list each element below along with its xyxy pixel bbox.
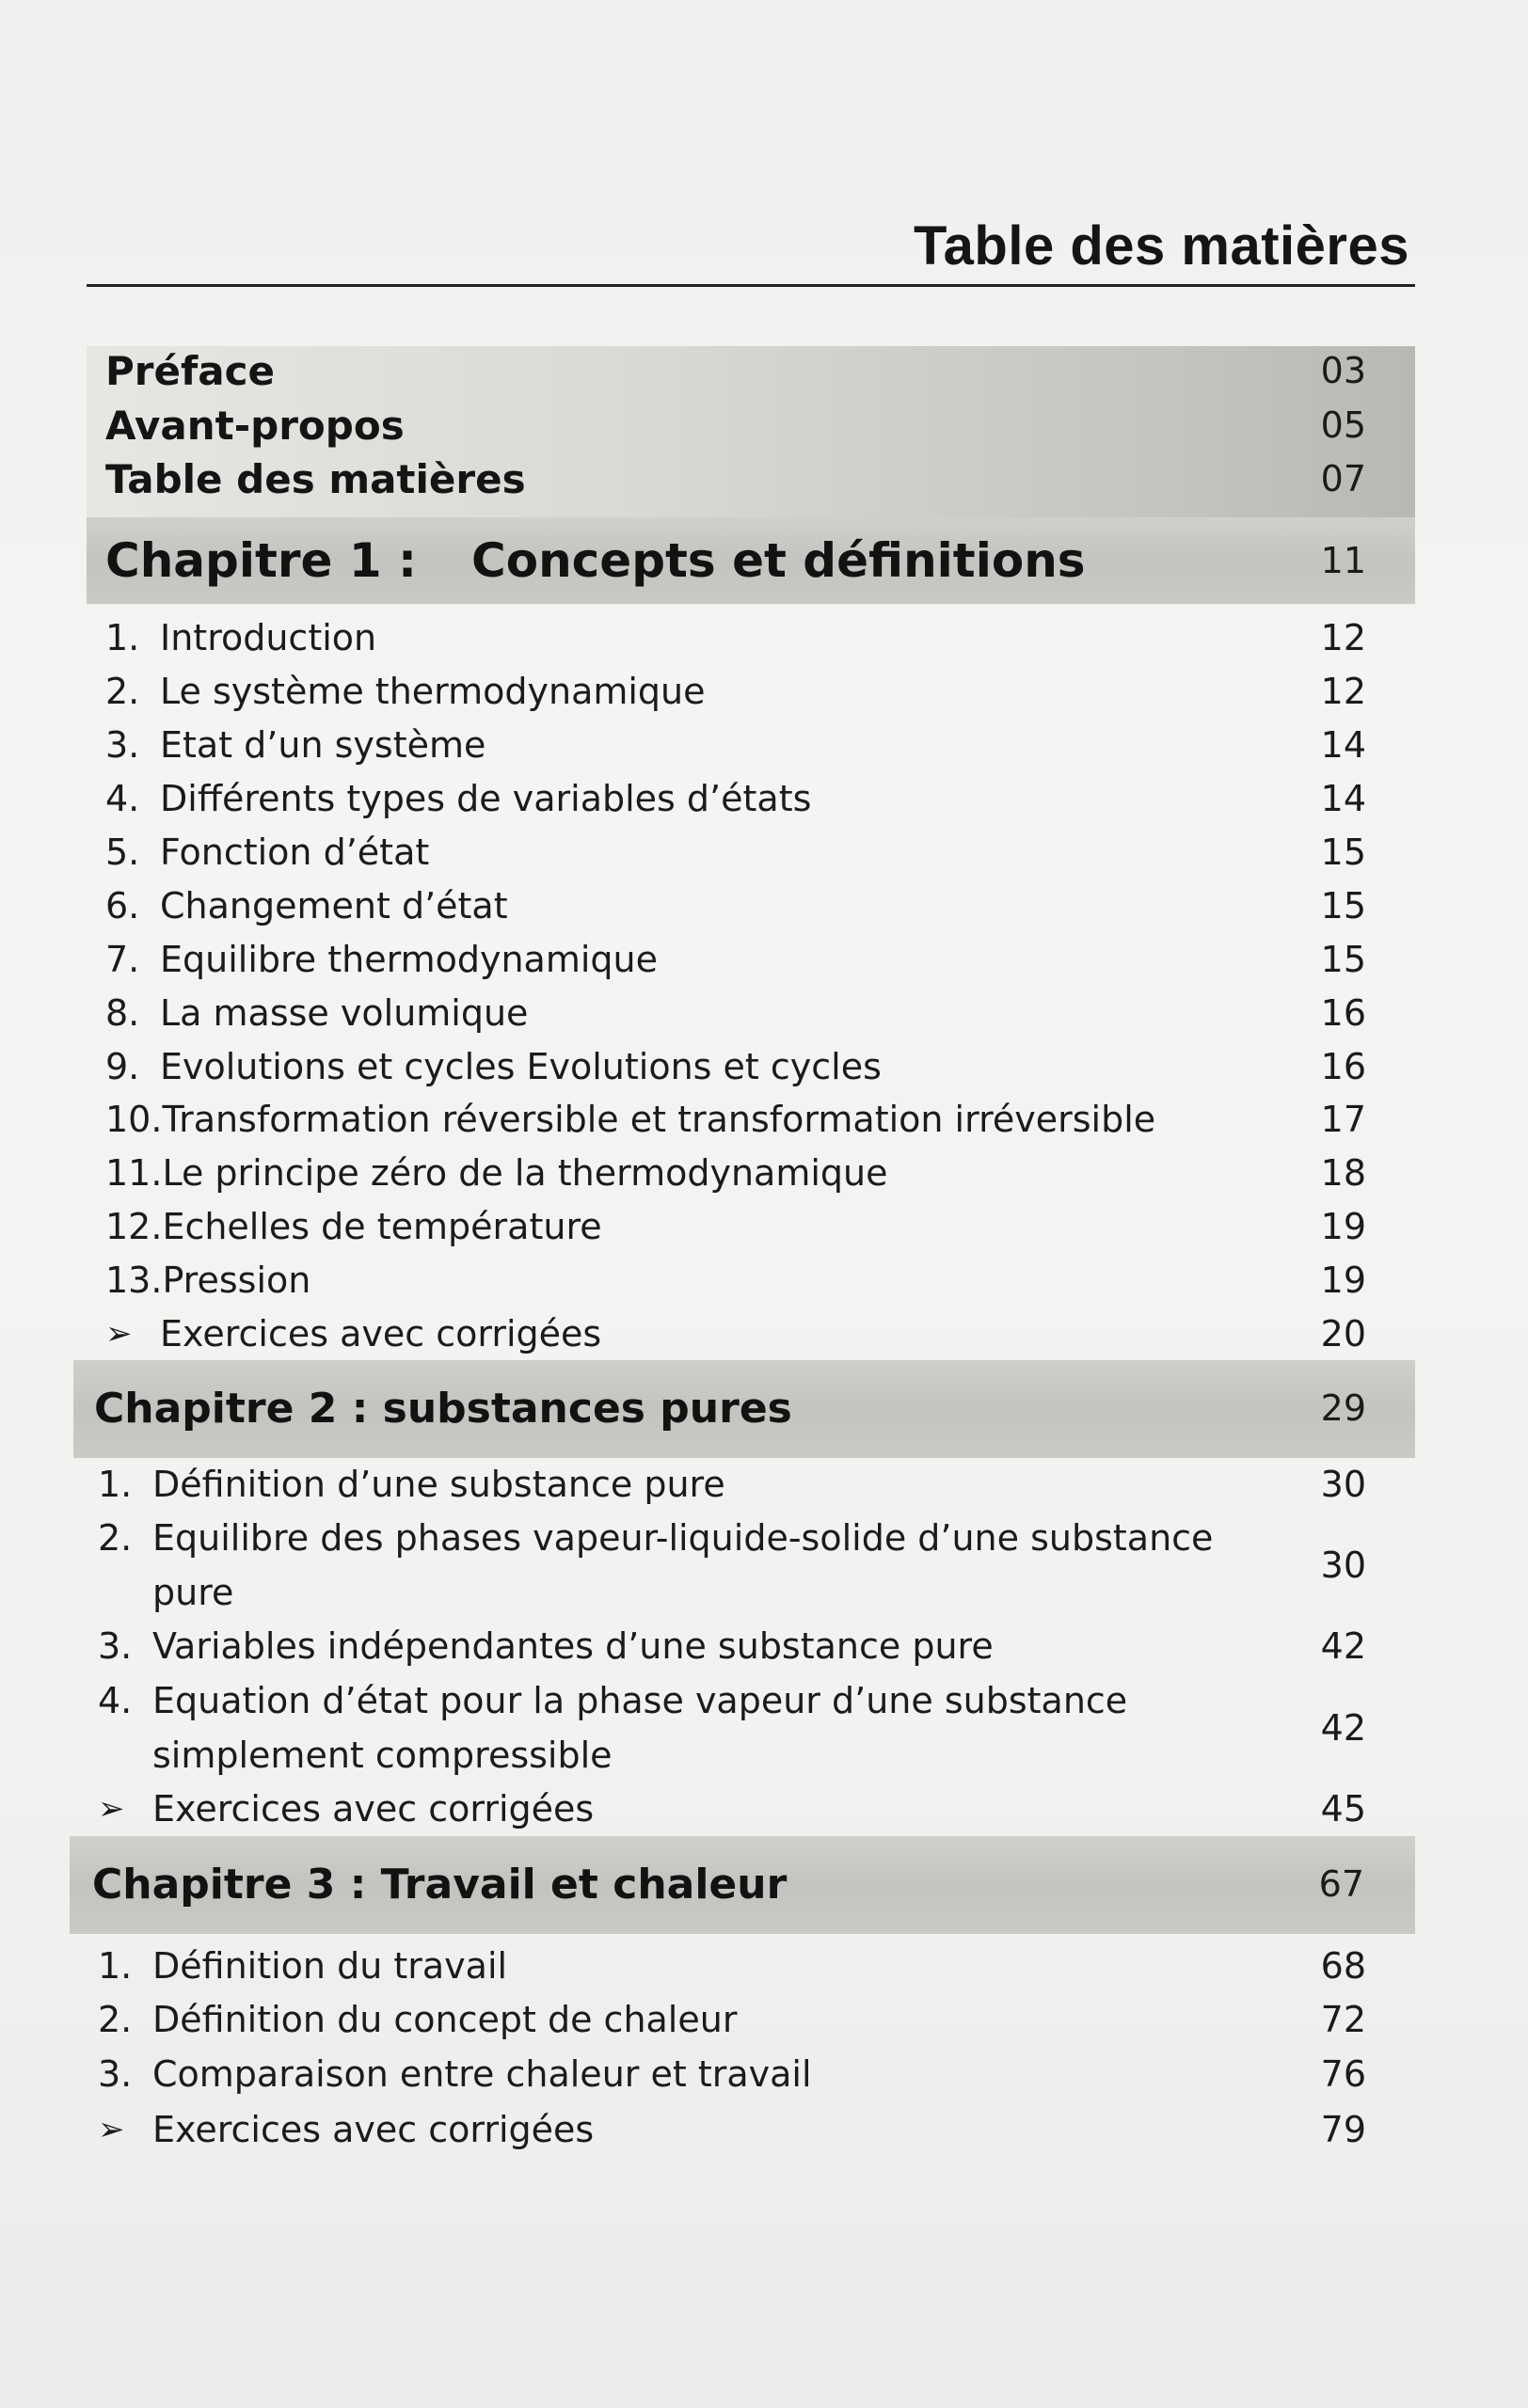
chapter-1-page: 11 [1320, 540, 1366, 581]
item-page: 20 [1320, 1313, 1366, 1354]
toc-entry-page: 05 [1320, 404, 1366, 446]
item-page: 15 [1320, 885, 1366, 927]
toc-item[interactable] [105, 933, 1366, 986]
toc-item-multiline[interactable] [98, 1511, 1366, 1620]
item-number: 3. [98, 1625, 133, 1667]
item-page: 45 [1320, 1788, 1366, 1830]
item-number: 3. [98, 2053, 133, 2095]
item-number: 7. [105, 939, 140, 980]
item-page: 19 [1320, 1206, 1366, 1247]
arrow-bullet-icon: ➢ [105, 1315, 133, 1353]
toc-item[interactable] [105, 1093, 1366, 1146]
item-label: Pression [162, 1259, 311, 1301]
toc-item[interactable] [105, 772, 1366, 825]
item-label: Etat d’un système [160, 724, 486, 766]
toc-entry-page: 07 [1320, 458, 1366, 499]
item-label: Définition du concept de chaleur [152, 1999, 738, 2040]
item-page: 16 [1320, 1046, 1366, 1087]
toc-entry-label: Préface [105, 347, 275, 394]
item-label-line-2: simplement compressible [152, 1735, 613, 1776]
item-page: 30 [1320, 1464, 1366, 1505]
chapter-2-title: Chapitre 2 : substances pures [94, 1384, 792, 1433]
item-label: Introduction [160, 617, 377, 658]
item-page: 12 [1320, 671, 1366, 712]
item-label: Définition d’une substance pure [152, 1464, 725, 1505]
item-label: Transformation réversible et transformation irréversible [162, 1099, 1156, 1140]
toc-entry-page: 03 [1320, 350, 1366, 391]
toc-item-exercises[interactable] [98, 1782, 1366, 1835]
chapter-1-heading[interactable] [105, 523, 1366, 598]
toc-item[interactable] [105, 987, 1366, 1039]
toc-item[interactable] [105, 611, 1366, 664]
item-number: 5. [105, 832, 140, 873]
toc-item-exercises[interactable] [98, 2103, 1366, 2156]
item-page: 72 [1320, 1999, 1366, 2040]
item-page: 14 [1320, 724, 1366, 766]
item-label: Evolutions et cycles Evolutions et cycles [160, 1046, 882, 1087]
header-rule [87, 284, 1415, 287]
toc-entry-label: Avant-propos [105, 402, 405, 449]
toc-entry-label: Table des matières [105, 455, 526, 502]
item-page: 12 [1320, 617, 1366, 658]
item-number: 11. [105, 1152, 163, 1194]
item-page: 42 [1320, 1707, 1366, 1749]
toc-item[interactable] [105, 826, 1366, 879]
item-page: 15 [1320, 832, 1366, 873]
item-page: 14 [1320, 778, 1366, 819]
toc-item[interactable] [98, 1940, 1366, 1992]
item-label: La masse volumique [160, 992, 529, 1034]
toc-item[interactable] [98, 2048, 1366, 2100]
item-label: Changement d’état [160, 885, 508, 927]
toc-item[interactable] [105, 1040, 1366, 1093]
toc-item[interactable] [105, 1147, 1366, 1199]
chapter-1-title: Concepts et définitions [471, 533, 1086, 588]
chapter-3-page: 67 [1318, 1863, 1364, 1905]
chapter-3-heading[interactable] [92, 1851, 1364, 1917]
item-label-line-1: Equation d’état pour la phase vapeur d’une substance [152, 1680, 1128, 1721]
item-page: 19 [1320, 1259, 1366, 1301]
toc-entry-avant-propos[interactable] [105, 399, 1366, 452]
item-number: 9. [105, 1046, 140, 1087]
item-number: 12. [105, 1206, 163, 1247]
item-label-line-2: pure [152, 1572, 234, 1613]
toc-entry-table-des-matieres[interactable] [105, 452, 1366, 505]
item-number: 4. [98, 1680, 133, 1721]
item-number: 2. [105, 671, 140, 712]
toc-item-multiline[interactable] [98, 1673, 1366, 1782]
toc-item[interactable] [105, 1254, 1366, 1307]
toc-item[interactable] [105, 719, 1366, 771]
item-number: 4. [105, 778, 140, 819]
item-label: Variables indépendantes d’une substance pure [152, 1625, 994, 1667]
item-page: 76 [1320, 2053, 1366, 2095]
toc-item[interactable] [98, 1620, 1366, 1672]
item-label: Le système thermodynamique [160, 671, 706, 712]
arrow-bullet-icon: ➢ [98, 2111, 125, 2148]
toc-item-exercises[interactable] [105, 1307, 1366, 1360]
toc-item[interactable] [98, 1993, 1366, 2046]
item-page: 16 [1320, 992, 1366, 1034]
item-label: Différents types de variables d’états [160, 778, 812, 819]
item-label: Fonction d’état [160, 832, 430, 873]
toc-item[interactable] [105, 879, 1366, 932]
item-number: 1. [98, 1464, 133, 1505]
toc-item[interactable] [98, 1458, 1366, 1511]
chapter-3-title: Chapitre 3 : Travail et chaleur [92, 1860, 788, 1909]
item-page: 17 [1320, 1099, 1366, 1140]
item-label: Equilibre thermodynamique [160, 939, 658, 980]
item-page: 15 [1320, 939, 1366, 980]
toc-entry-preface[interactable] [105, 344, 1366, 397]
item-page: 79 [1320, 2109, 1366, 2150]
item-label-line-1: Equilibre des phases vapeur-liquide-solide d’une substance [152, 1517, 1214, 1559]
item-number: 8. [105, 992, 140, 1034]
item-number: 3. [105, 724, 140, 766]
chapter-1-prefix: Chapitre 1 : [105, 533, 418, 588]
chapter-2-page: 29 [1320, 1387, 1366, 1429]
item-page: 42 [1320, 1625, 1366, 1667]
item-label: Définition du travail [152, 1945, 508, 1987]
item-number: 13. [105, 1259, 163, 1301]
item-number: 1. [105, 617, 140, 658]
item-label: Exercices avec corrigées [160, 1313, 602, 1354]
page-title: Table des matières [914, 215, 1409, 277]
item-label: Exercices avec corrigées [152, 2109, 595, 2150]
item-label: Comparaison entre chaleur et travail [152, 2053, 812, 2095]
item-number: 6. [105, 885, 140, 927]
item-number: 2. [98, 1999, 133, 2040]
item-page: 68 [1320, 1945, 1366, 1987]
item-label: Echelles de température [162, 1206, 602, 1247]
item-label: Exercices avec corrigées [152, 1788, 595, 1830]
item-page: 30 [1320, 1545, 1366, 1586]
item-number: 1. [98, 1945, 133, 1987]
toc-item[interactable] [105, 1200, 1366, 1253]
item-number: 10. [105, 1099, 163, 1140]
arrow-bullet-icon: ➢ [98, 1790, 125, 1828]
chapter-2-heading[interactable] [94, 1375, 1366, 1441]
item-page: 18 [1320, 1152, 1366, 1194]
toc-item[interactable] [105, 665, 1366, 718]
item-number: 2. [98, 1517, 133, 1559]
item-label: Le principe zéro de la thermodynamique [162, 1152, 888, 1194]
